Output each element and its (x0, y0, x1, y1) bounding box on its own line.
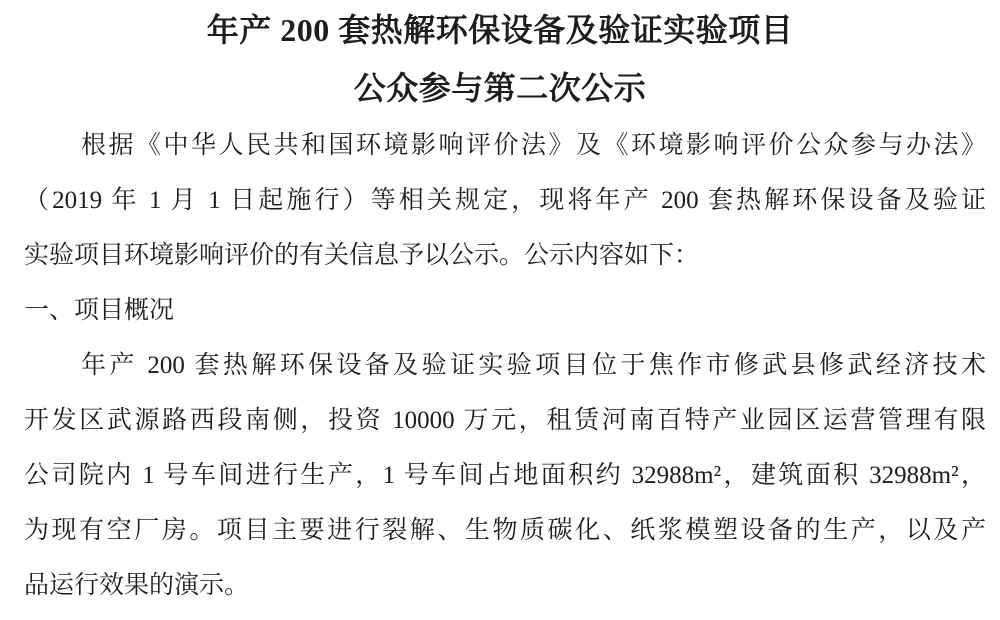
paragraph2-line3: 公司院内 1 号车间进行生产，1 号车间占地面积约 32988m²，建筑面积 32988m²， (24, 462, 986, 489)
paragraph1-line3: 实验项目环境影响评价的有关信息予以公示。公示内容如下： (24, 242, 700, 269)
paragraph2-line4: 为现有空厂房。项目主要进行裂解、生物质碳化、纸浆模塑设备的生产，以及产 (24, 517, 986, 544)
paragraph2-line1: 年产 200 套热解环保设备及验证实验项目位于焦作市修武县修武经济技术 (81, 352, 986, 379)
section-heading-1: 一、项目概况 (24, 297, 175, 324)
document-title-line2: 公众参与第二次公示 (353, 70, 647, 106)
paragraph1-line1: 根据《中华人民共和国环境影响评价法》及《环境影响评价公众参与办法》 (81, 132, 986, 159)
document-body (24, 118, 986, 613)
paragraph2-line5: 品运行效果的演示。 (24, 572, 250, 599)
document-title-line1: 年产 200 套热解环保设备及验证实验项目 (206, 12, 794, 48)
paragraph1-line2: （2019 年 1 月 1 日起施行）等相关规定，现将年产 200 套热解环保设备及验证 (24, 187, 986, 214)
paragraph2-line2: 开发区武源路西段南侧，投资 10000 万元，租赁河南百特产业园区运营管理有限 (24, 407, 986, 434)
document-title (0, 0, 1000, 117)
